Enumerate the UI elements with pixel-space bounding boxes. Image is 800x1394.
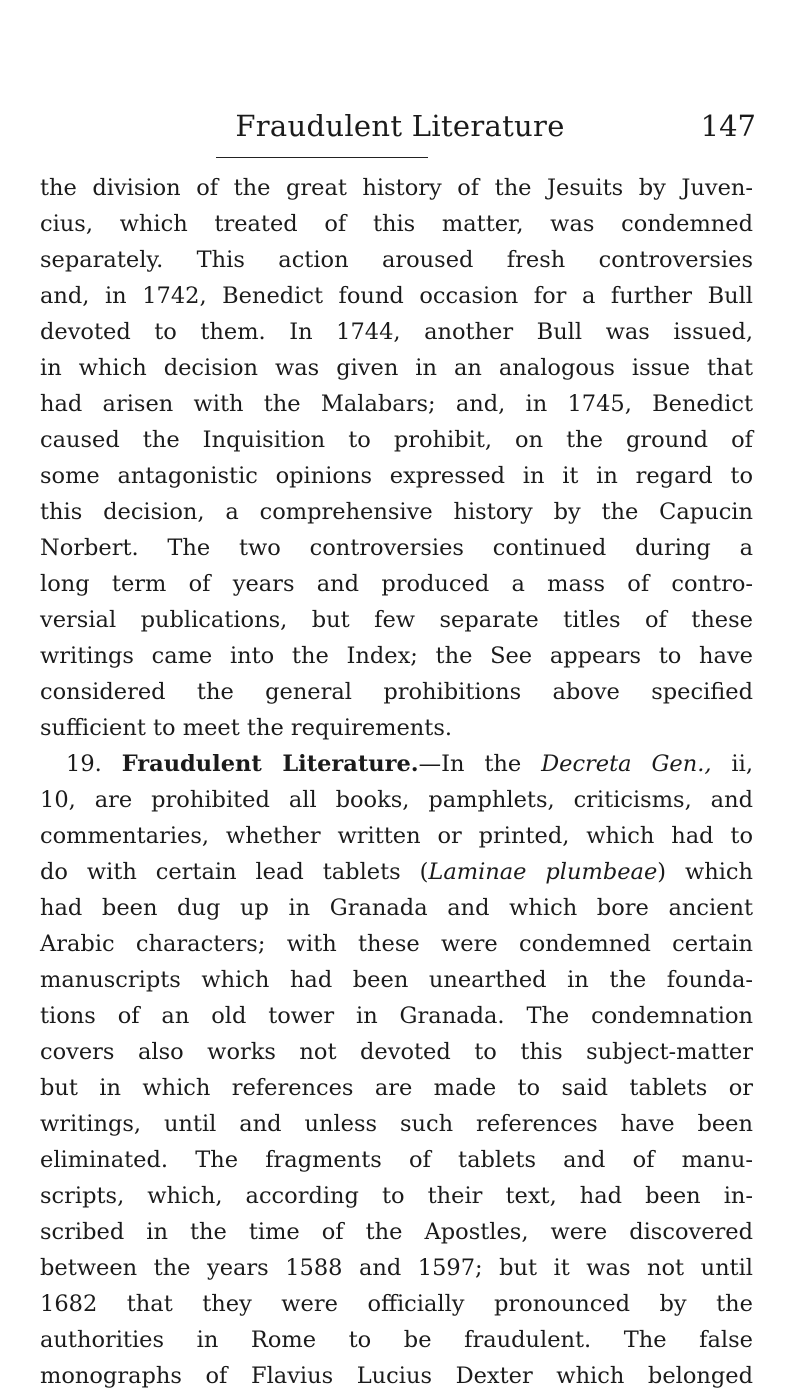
text-line: cius, which treated of this matter, was condemned — [40, 211, 753, 237]
text-line: writings came into the Index; the See appears to have — [40, 643, 753, 669]
page-number: 147 — [700, 109, 756, 143]
text-line: scripts, which, according to their text, had been in- — [40, 1183, 753, 1209]
section-heading-line — [40, 746, 753, 782]
text-line: Norbert. The two controversies continued during a — [40, 535, 753, 561]
section-reference: Decreta Gen., — [541, 751, 712, 777]
text-line: the division of the great history of the Jesuits by Juven- — [40, 175, 753, 201]
text-line: but in which references are made to said tablets or — [40, 1075, 753, 1101]
latin-term: Laminae plumbeae — [428, 859, 658, 885]
body-text — [40, 170, 753, 1394]
text-line — [40, 854, 753, 890]
text-line: some antagonistic opinions expressed in it in regard to — [40, 463, 753, 489]
text-segment: do with certain lead tablets ( — [40, 859, 429, 885]
section-title: Fraudulent Literature. — [121, 751, 419, 777]
section-number: 19. — [66, 751, 102, 777]
text-line: in which decision was given in an analogous issue that — [40, 355, 753, 381]
text-line: covers also works not devoted to this subject-matter — [40, 1039, 753, 1065]
text-segment: ) which — [657, 859, 753, 885]
text-line: commentaries, whether written or printed, which had to — [40, 823, 753, 849]
text-line: scribed in the time of the Apostles, were discovered — [40, 1219, 753, 1245]
text-line: 10, are prohibited all books, pamphlets, criticisms, and — [40, 787, 753, 813]
text-line: writings, until and unless such references have been — [40, 1111, 753, 1137]
text-line: long term of years and produced a mass of contro- — [40, 571, 753, 597]
text-line: between the years 1588 and 1597; but it was not until — [40, 1255, 753, 1281]
text-line: and, in 1742, Benedict found occasion for a further Bull — [40, 283, 753, 309]
running-head — [0, 106, 800, 146]
text-line: tions of an old tower in Granada. The condemnation — [40, 1003, 753, 1029]
text-line: devoted to them. In 1744, another Bull was issued, — [40, 319, 753, 345]
text-line: monographs of Flavius Lucius Dexter which belonged — [40, 1363, 753, 1389]
text-line: Arabic characters; with these were condemned certain — [40, 931, 753, 957]
text-line: considered the general prohibitions above specified — [40, 679, 753, 705]
text-line: separately. This action aroused fresh controversies — [40, 247, 753, 273]
section-reference-tail: ii, — [711, 751, 753, 777]
header-rule — [216, 157, 428, 158]
text-line: had been dug up in Granada and which bore ancient — [40, 895, 753, 921]
text-line: sufficient to meet the requirements. — [40, 715, 453, 741]
text-line: had arisen with the Malabars; and, in 1745, Benedict — [40, 391, 753, 417]
text-line: 1682 that they were officially pronounced by the — [40, 1291, 753, 1317]
running-head-title: Fraudulent Literature — [235, 109, 565, 143]
text-line: caused the Inquisition to prohibit, on the ground of — [40, 427, 753, 453]
text-line: this decision, a comprehensive history by the Capucin — [40, 499, 753, 525]
section-intro: —In the — [418, 751, 522, 777]
text-line: versial publications, but few separate titles of these — [40, 607, 753, 633]
text-line: eliminated. The fragments of tablets and of manu- — [40, 1147, 753, 1173]
text-line: manuscripts which had been unearthed in the founda- — [40, 967, 753, 993]
text-line: authorities in Rome to be fraudulent. The false — [40, 1327, 753, 1353]
